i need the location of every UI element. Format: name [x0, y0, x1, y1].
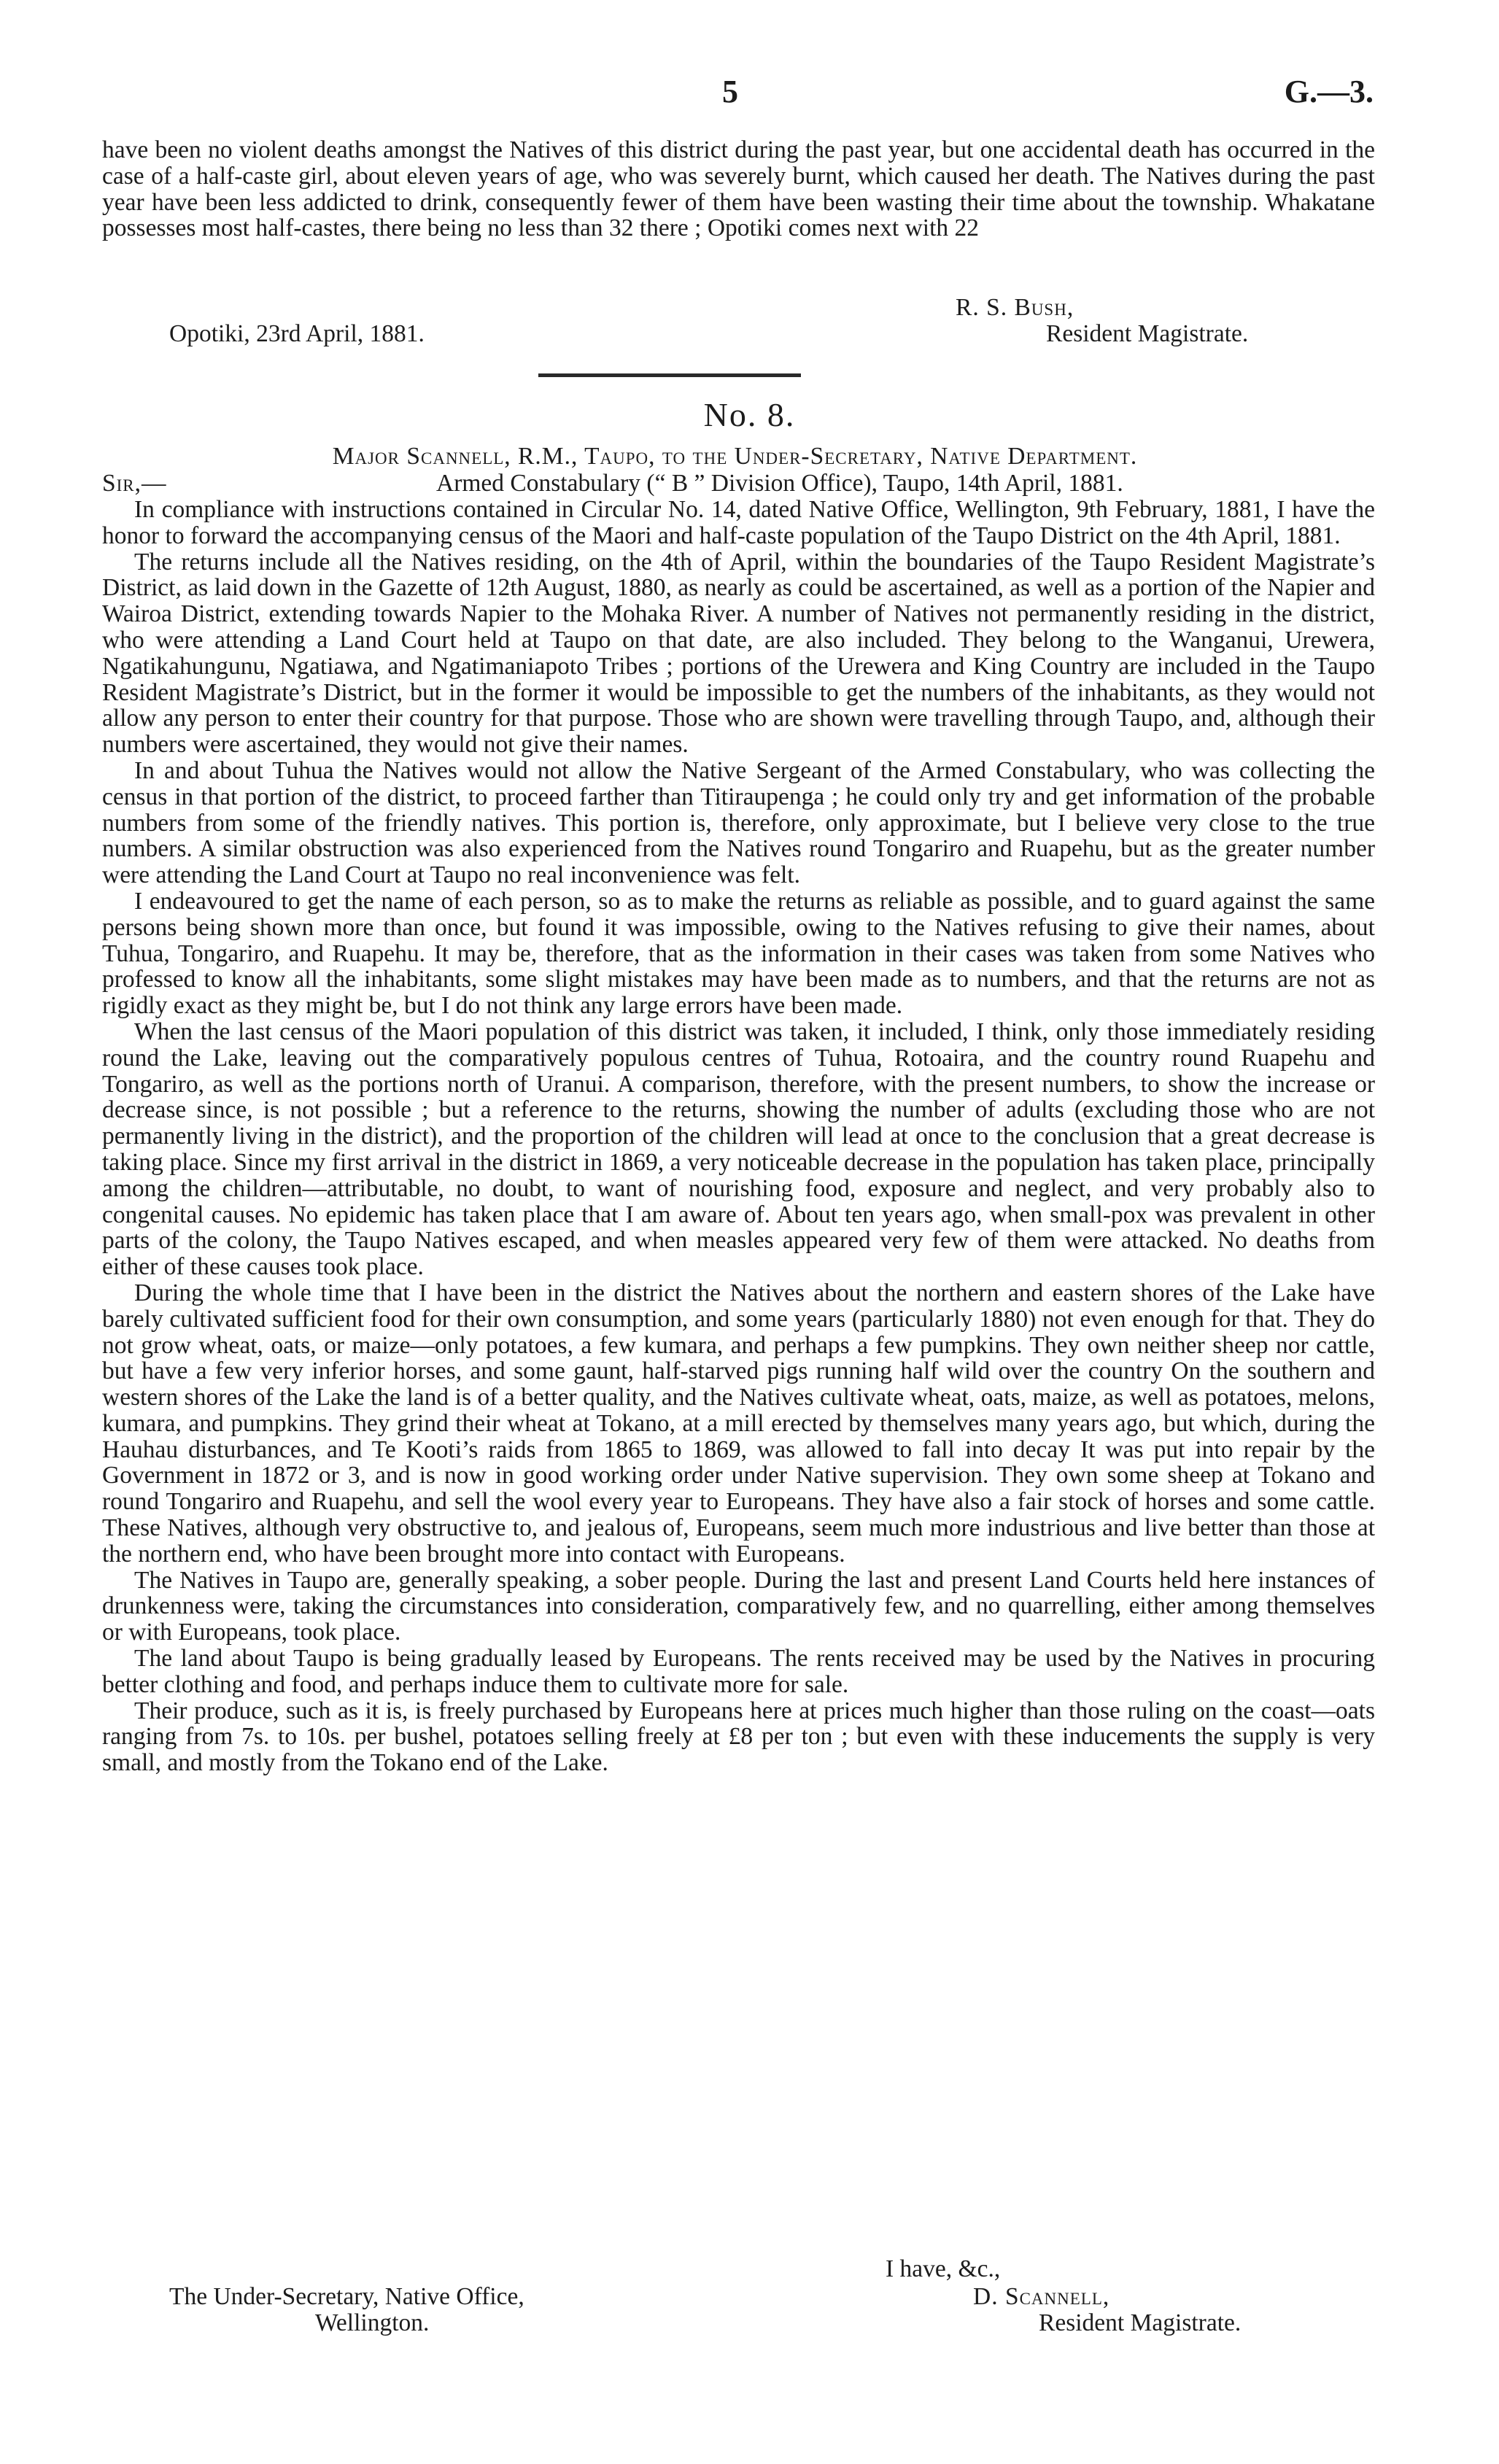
- letter-paragraph-6: During the whole time that I have been in the district the Natives about the northern and eastern shores of the Lake have barely cultivated sufficient food for their own consumption, and some years (particularly 1880) not even enough for that. They do not grow wheat, oats, or maize—only potatoes, a few kumara, and perhaps a few pumpkins. They own neither sheep nor cattle, but have a few very inferior horses, and some gaunt, half-starved pigs running half wild over the country On the southern and western shores of the Lake the land is of a better quality, and the Natives cultivate wheat, oats, maize, as well as potatoes, melons, kumara, and pumpkins. They grind their wheat at Tokano, at a mill erected by themselves many years ago, but which, during the Hauhau disturbances, and Te Kooti’s raids from 1865 to 1869, was allowed to fall into decay It was put into repair by the Government in 1872 or 3, and is now in good working order under Native supervision. They own some sheep at Tokano and round Tongariro and Ruapehu, and sell the wool every year to Europeans. They have also a fair stock of horses and some cattle. These Natives, although very obstructive to, and jealous of, Europeans, seem much more industrious and live better than those at the northern end, who have been brought more into contact with Europeans.: [102, 1279, 1375, 1568]
- signatory-title: Resident Magistrate.: [1039, 2309, 1242, 2336]
- letter-paragraph-7: The Natives in Taupo are, generally speaking, a sober people. During the last and present Land Courts held here instances of drunkenness were, taking the circumstances into consideration, comparatively few, and no quarrelling, either among themselves or with Europeans, took place.: [102, 1566, 1375, 1646]
- addressee-line-1: The Under-Secretary, Native Office,: [169, 2283, 524, 2310]
- page-number: 5: [722, 74, 738, 109]
- addressee-line-2: Wellington.: [315, 2309, 430, 2336]
- letter-paragraph-9: Their produce, such as it is, is freely purchased by Europeans here at prices much higher than those ruling on the coast—oats ranging from 7s. to 10s. per bushel, potatoes selling freely at £8 per ton ; but even with these inducements the supply is very small, and mostly from the Tokano end of the Lake.: [102, 1697, 1375, 1777]
- page-header: [0, 73, 1499, 117]
- letter-heading: Major Scannell, R.M., Taupo, to the Under-Secretary, Native Department.: [332, 443, 1138, 470]
- letter-paragraph-4: I endeavoured to get the name of each person, so as to make the returns as reliable as possible, and to guard against the same persons being shown more than once, but found it was impossible, owing to the Natives refusing to give their names, about Tuhua, Tongariro, and Ruapehu. It may be, therefore, that as the information in their cases was taken from some Natives who professed to know all the inhabitants, some slight mistakes may have been made as to numbers, and that the returns are not as rigidly exact as they might be, but I do not think any large errors have been made.: [102, 887, 1375, 1020]
- section-divider: [538, 373, 801, 377]
- previous-signatory-name: R. S. Bush,: [956, 294, 1074, 321]
- letter-body: [102, 497, 1375, 1776]
- letter-paragraph-1: In compliance with instructions contained in Circular No. 14, dated Native Office, Wellington, 9th February, 1881, I have the honor to forward the accompanying census of the Maori and half-caste population of the Taupo District on the 4th April, 1881.: [102, 496, 1375, 549]
- letter-number: No. 8.: [703, 396, 796, 433]
- letter-paragraph-5: When the last census of the Maori population of this district was taken, it included, I think, only those immediately residing round the Lake, leaving out the comparatively populous centres of Tuhua, Rotoaira, and the country round Ruapehu and Tongariro, as well as the portions north of Uranui. A comparison, therefore, with the present numbers, to show the increase or decrease since, is not possible ; but a reference to the returns, showing the number of adults (excluding those who are not permanently living in the district), and the proportion of the children will lead at once to the conclusion that a great decrease is taking place. Since my first arrival in the district in 1869, a very noticeable decrease in the population has taken place, principally among the children—attributable, no doubt, to want of nourishing food, exposure and neglect, and very probably also to congenital causes. No epidemic has taken place that I am aware of. About ten years ago, when small-pox was prevalent in other parts of the colony, the Taupo Natives escaped, and when measles appeared very few of them were attacked. No deaths from either of these causes took place.: [102, 1018, 1375, 1281]
- letter-paragraph-3: In and about Tuhua the Natives would not allow the Native Sergeant of the Armed Constabulary, who was collecting the census in that portion of the district, to proceed farther than Titiraupenga ; he could only try and get information of the probable numbers from some of the friendly natives. This portion is, therefore, only approximate, but I believe very close to the true numbers. A similar obstruction was also experienced from the Natives round Tongariro and Ruapehu, but as the greater number were attending the Land Court at Taupo no real inconvenience was felt.: [102, 756, 1375, 889]
- closing: I have, &c.,: [886, 2255, 1001, 2282]
- letter-paragraph-2: The returns include all the Natives residing, on the 4th of April, within the boundaries of the Taupo Resident Magistrate’s District, as laid down in the Gazette of 12th August, 1880, as nearly as could be ascertained, as well as a portion of the Napier and Wairoa District, extending towards Napier to the Mohaka River. A number of Natives not permanently residing in the district, who were attending a Land Court held at Taupo on that date, are also included. They belong to the Wanganui, Urewera, Ngatikahungunu, Ngatiawa, and Ngatimaniapoto Tribes ; portions of the Urewera and King Country are included in the Taupo Resident Magistrate’s District, but in the former it would be impossible to get the numbers of the inhabitants, as they would not allow any person to enter their country for that purpose. Those who are shown were travelling through Taupo, and, although their numbers were ascertained, they would not give their names.: [102, 548, 1375, 759]
- report-reference: G.—3.: [1284, 74, 1374, 109]
- previous-letter-body: [102, 137, 1375, 241]
- letter-paragraph-8: The land about Taupo is being gradually leased by Europeans. The rents received may be used by the Natives in procuring better clothing and food, and perhaps induce them to cultivate more for sale.: [102, 1645, 1375, 1698]
- previous-place-date: Opotiki, 23rd April, 1881.: [169, 320, 425, 347]
- address-line: Armed Constabulary (“ B ” Division Office), Taupo, 14th April, 1881.: [436, 470, 1123, 497]
- signatory-name: D. Scannell,: [973, 2283, 1110, 2310]
- salutation: Sir,—: [102, 470, 167, 497]
- previous-signatory-title: Resident Magistrate.: [1046, 320, 1249, 347]
- previous-letter-paragraph: have been no violent deaths amongst the Natives of this district during the past year, but one accidental death has occurred in the case of a half-caste girl, about eleven years of age, who was severely burnt, which caused her death. The Natives during the past year have been less addicted to drink, consequently fewer of them have been wasting their time about the township. Whakatane possesses most half-castes, there being no less than 32 there ; Opotiki comes next with 22: [102, 136, 1375, 242]
